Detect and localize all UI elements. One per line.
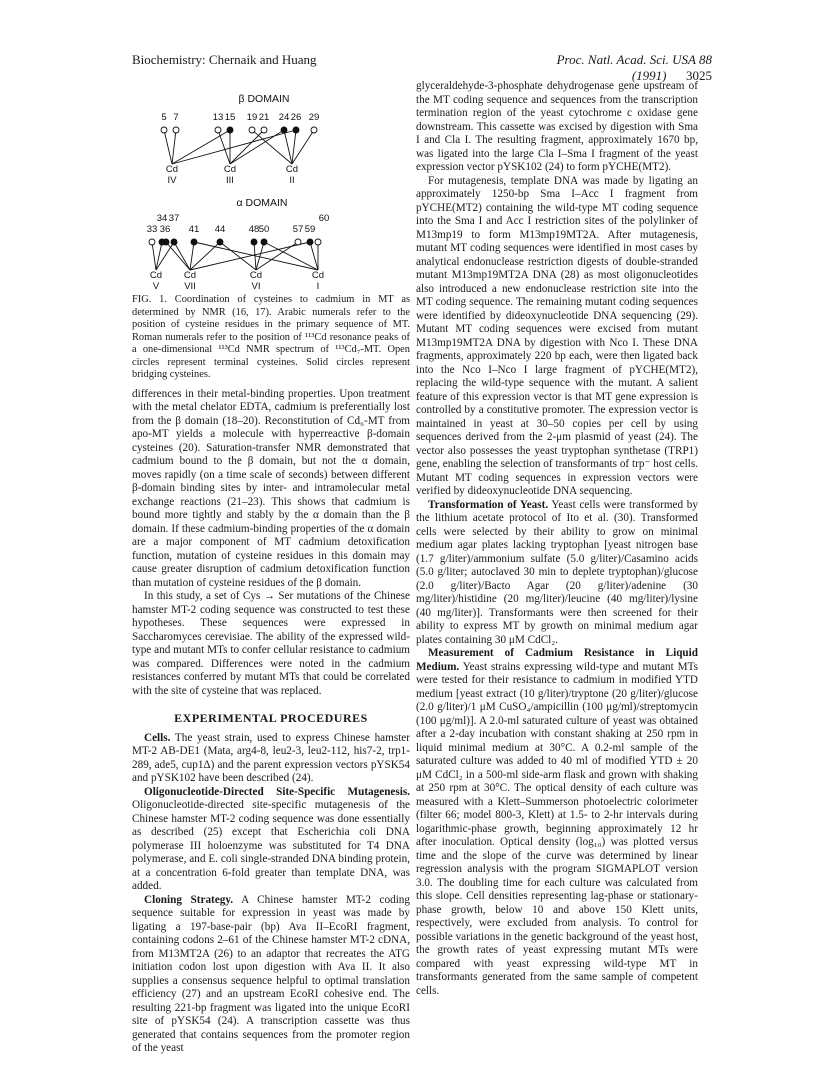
cloning-text: A Chinese hamster MT-2 coding sequence suitable for expression in yeast was made by ligating a 197-base-pair (bp) Ava II–EcoRI fragment, containing codons 2–61 of the Chinese hamster MT-2 cDNA, from M13MT2A (26) to an adaptor that recreates the ATG initiation codon lost upon digestion with Ava II. It also supplies a consensus sequence helpful to optimal translation efficiency (27) and an upstream EcoRI cohesive end. The resulting 221-bp fragment was ligated into the unique EcoRI site of pYSK54 (24). A transcription cassette was thus generated that contains sequences from the promoter region of the yeast [132,893,410,1054]
alpha-cys-number-44: 44 [214,224,226,235]
beta-cys-circle [173,127,179,133]
right-column [416,80,698,998]
mutagenesis-text: Oligonucleotide-directed site-specific mutagenesis of the Chinese hamster MT-2 coding sequence was done essentially as described (25) except that Escherichia coli DNA polymerase III holoenzyme was substituted for T4 DNA polymerase, and E. coli single-stranded DNA binding protein, at a concentration 6-fold greater than template DNA, was added. [132,799,410,892]
paragraph-transformation [416,499,698,648]
beta-cys-circle [281,127,287,133]
alpha-bond-line [190,242,220,270]
paragraph-cloning [132,894,410,1056]
paragraph-cassette: glyceraldehyde-3-phosphate dehydrogenase gene upstream of the MT coding sequence and sequences from the transcription termination region of the yeast cytochrome c oxidase gene downstream. This cassette was excised by digestion with Sma I and Cla I. The resulting fragment, approximately 1670 bp, was ligated into the large Cla I–Sma I fragment of the yeast expression vector pYSK102 (24) to form pYCHE(MT2). [416,80,698,173]
alpha-cys-circle [307,239,313,245]
alpha-cd-roman: VI [251,281,261,292]
alpha-cd-label: Cd [249,270,263,281]
alpha-cys-number-36: 36 [159,224,171,235]
alpha-cys-circle [149,239,155,245]
cells-text: The yeast strain, used to express Chinese hamster MT-2 AB-DE1 (Mata, arg4-8, leu2-3, leu2-112, his7-2, trp1-289, ade5, cup1Δ) and the parent expression vectors pYSK54 and pYSK102 have been described (24). [132,731,410,784]
beta-cys-circle [249,127,255,133]
alpha-cd-roman: V [152,281,160,292]
alpha-cys-circle [295,239,301,245]
paragraph-intro-2: In this study, a set of Cys → Ser mutations of the Chinese hamster MT-2 coding sequence was constructed to test these hypotheses. These sequences were expressed in Saccharomyces cerevisiae. The ability of the expressed wild-type and mutant MTs to confer cellular resistance to cadmium was compared. Differences were noted in the cadmium resistances conferred by mutant MTs that could be correlated with the site of cysteine that was replaced. [132,590,410,697]
beta-cd-label: Cd [223,164,237,175]
beta-domain-title: β DOMAIN [238,93,290,105]
beta-cys-circle [215,127,221,133]
running-head: Biochemistry: Chernaik and Huang [132,52,317,67]
alpha-cd-roman: VII [184,281,196,292]
alpha-cys-number-48: 48 [248,224,260,235]
beta-bond-line [172,130,176,164]
alpha-cys-circle [191,239,197,245]
beta-cys-number-21: 21 [258,112,270,123]
beta-cys-circle [161,127,167,133]
paragraph-mutagenesis [132,786,410,894]
cadmium-coordination-diagram [132,80,410,292]
cloning-heading: Cloning Strategy. [144,893,234,906]
beta-cd-label: Cd [285,164,299,175]
alpha-cys-number-60: 60 [318,213,330,224]
alpha-bond-line [310,242,318,270]
paragraph-measurement [416,647,698,998]
figure-1 [132,80,410,292]
journal-name: Proc. Natl. Acad. Sci. USA 88 (1991) [556,52,712,83]
beta-cys-number-19: 19 [246,112,258,123]
left-column [132,80,410,1056]
beta-bond-line [172,130,230,164]
paragraph-intro-1: differences in their metal-binding properties. Upon treatment with the metal chelator EDTA, cadmium is preferentially lost from the β domain (18–20). Reconstitution of Cd₆-MT from apo-MT yields a molecule with hyperreactive β-domain cysteines (20). Saturation-transfer NMR demonstrated that cadmium bound to the β domain, but not the α domain, moves rapidly (on a time scale of seconds) between different β-domain binding sites by inter- and intramolecular metal exchange reactions (21–23). This shows that cadmium is bound more tightly and stably by the α domain than the β domain. If these cadmium-binding properties of the α domain are a major component of MT cadmium detoxification function, mutation of cysteine residues in this domain may cause greater disruption of cadmium detoxification function than mutation of cysteine residues of the β domain. [132,387,410,589]
beta-bond-line [172,130,296,164]
alpha-cys-circle [217,239,223,245]
transformation-heading: Transformation of Yeast. [428,498,549,511]
beta-bond-line [252,130,292,164]
alpha-cd-label: Cd [183,270,197,281]
measurement-text: Yeast strains expressing wild-type and mutant MTs were tested for their resistance to cadmium in modified YTD medium [yeast extract (10 g/liter)/tryptone (20 g/liter)/glucose (2.0 g/liter)/1 μM CuSO₄/ampicillin (100 μg/ml)/streptomycin (100 μg/ml)]. A 2.0-ml saturated culture of yeast was obtained after a 2-day incubation with constant shaking at 250 rpm in liquid minimal medium at 30°C. A 0.2-ml sample of the saturated culture was added to 40 ml of modified YTD ± 20 μM CdCl₂ in a 500-ml side-arm flask and grown with shaking at 250 rpm at 30°C. The optical density of each culture was measured with a Klett–Summerson photoelectric colorimeter (filter 66; model 800-3, Klett) at 1.5- to 2-hr intervals during logarithmic-phase growth, beginning approximately 12 hr after inoculation. Optical density (log₁₀) was plotted versus time and the slope of the curve was determined by linear regression analysis with the program SIGMAPLOT version 3.0. The doubling time for each culture was calculated from this slope. Cell densities representing lag-phase or stationary-phase growth, below 10 and above 150 Klett units, respectively, were excluded from analysis. To control for possible variations in the genetic background of the yeast host, the growth rates of yeast expressing mutant MTs were compared with yeast expressing wild-type MT in transformants generated from the same sample of competent cells. [416,660,698,997]
beta-cys-number-13: 13 [212,112,224,123]
alpha-cys-number-41: 41 [188,224,200,235]
alpha-cd-label: Cd [149,270,163,281]
mutagenesis-heading: Oligonucleotide-Directed Site-Specific Mutagenesis. [144,785,410,798]
section-heading: EXPERIMENTAL PROCEDURES [174,711,368,725]
beta-cys-number-24: 24 [278,112,290,123]
beta-cys-circle [227,127,233,133]
alpha-cys-number-34: 34 [156,213,168,224]
alpha-cys-number-37: 37 [168,213,180,224]
figure-caption: FIG. 1. Coordination of cysteines to cadmium in MT as determined by NMR (16, 17). Arabic numerals refer to the position of cysteine residues in the primary sequence of MT. Roman numerals refer to the position of ¹¹³Cd resonance peaks of a one-dimensional ¹¹³Cd NMR spectrum of ¹¹³Cd₇-MT. Open circles represent terminal cysteines. Solid circles represent bridging cysteines. [132,294,410,380]
transformation-text: Yeast cells were transformed by the lithium acetate protocol of Ito et al. (30). Transformed cells were selected by their ability to grow on minimal medium agar plates lacking tryptophan [yeast nitrogen base (1.7 g/liter)/ammonium sulfate (5.0 g/liter)/Casamino acids (5.0 g/liter; autoclaved 30 min to deplete tryptophan)/glucose (2.0 g/liter)/Bacto Agar (20 g/liter)/adenine (30 mg/liter)/histidine (20 mg/liter)/leucine (40 mg/liter)/lysine (40 mg/liter)]. Transformants were then screened for their ability to express MT by growth on minimal medium agar plates containing 30 μM CdCl₂. [416,498,698,646]
beta-cys-circle [261,127,267,133]
beta-cys-number-7: 7 [173,112,179,123]
alpha-bond-line [174,242,190,270]
alpha-cys-circle [163,239,169,245]
page-number: 3025 [686,68,712,83]
alpha-cys-circle [261,239,267,245]
alpha-bond-line [190,242,194,270]
beta-bond-line [284,130,292,164]
alpha-bond-line [152,242,156,270]
beta-cd-roman: II [289,175,295,186]
beta-bond-line [218,130,230,164]
beta-bond-line [164,130,172,164]
beta-cd-roman: III [226,175,234,186]
beta-cys-number-29: 29 [308,112,320,123]
paragraph-cells [132,732,410,786]
alpha-cys-circle [251,239,257,245]
paragraph-template: For mutagenesis, template DNA was made by ligating an approximately 1250-bp Sma I–Acc I fragment from pYCHE(MT2) containing the wild-type MT coding sequence into the Sma I and Acc I restriction sites of the polylinker of M13mp19 to form M13mp19MT2A. After mutagenesis, mutant MT coding sequences were identified in most cases by analytical endonuclease restriction digests of double-stranded mutant M13mp19MT2A DNA (28) as most oligonucleotides also introduced a new endonuclease restriction site into the MT coding sequence. The remaining mutant coding sequences were identified by dideoxynucleotide DNA sequencing (29). Mutant MT coding sequences were excised from mutant M13mp19MT2A DNA by digestion with Nco I. These DNA fragments, approximately 220 bp each, were then ligated back into the Nco I–Nco I large fragment of pYCHE(MT2), replacing the wild-type sequence with the mutant. A salient feature of this expression vector is that MT gene expression is controlled by a constitutive promoter. The expression vector is maintained in yeast at 30–50 copies per cell by using sequences derived from the 2-μm plasmid of yeast (24). The vector also possesses the yeast tryptophan synthetase (TRP1) gene, enabling the selection of transformants of trp⁻ host cells. Mutant MT coding sequences in expression vectors were verified by dideoxynucleotide DNA sequencing. [416,174,698,497]
alpha-bond-line [166,242,190,270]
alpha-cys-number-33: 33 [146,224,158,235]
beta-cys-circle [311,127,317,133]
cells-heading: Cells. [144,731,171,744]
alpha-cys-circle [171,239,177,245]
beta-cd-label: Cd [165,164,179,175]
alpha-cd-label: Cd [311,270,325,281]
alpha-cys-circle [315,239,321,245]
beta-cd-roman: IV [167,175,177,186]
measurement-heading: Measurement of Cadmium Resistance in Liquid Medium. [416,647,698,673]
beta-cys-number-5: 5 [161,112,167,123]
alpha-domain-title: α DOMAIN [236,197,288,209]
beta-cys-circle [293,127,299,133]
alpha-cys-number-59: 59 [304,224,316,235]
beta-cys-number-26: 26 [290,112,302,123]
alpha-cd-roman: I [316,281,320,292]
beta-cys-number-15: 15 [224,112,236,123]
alpha-cys-number-50: 50 [258,224,270,235]
alpha-cys-number-57: 57 [292,224,304,235]
